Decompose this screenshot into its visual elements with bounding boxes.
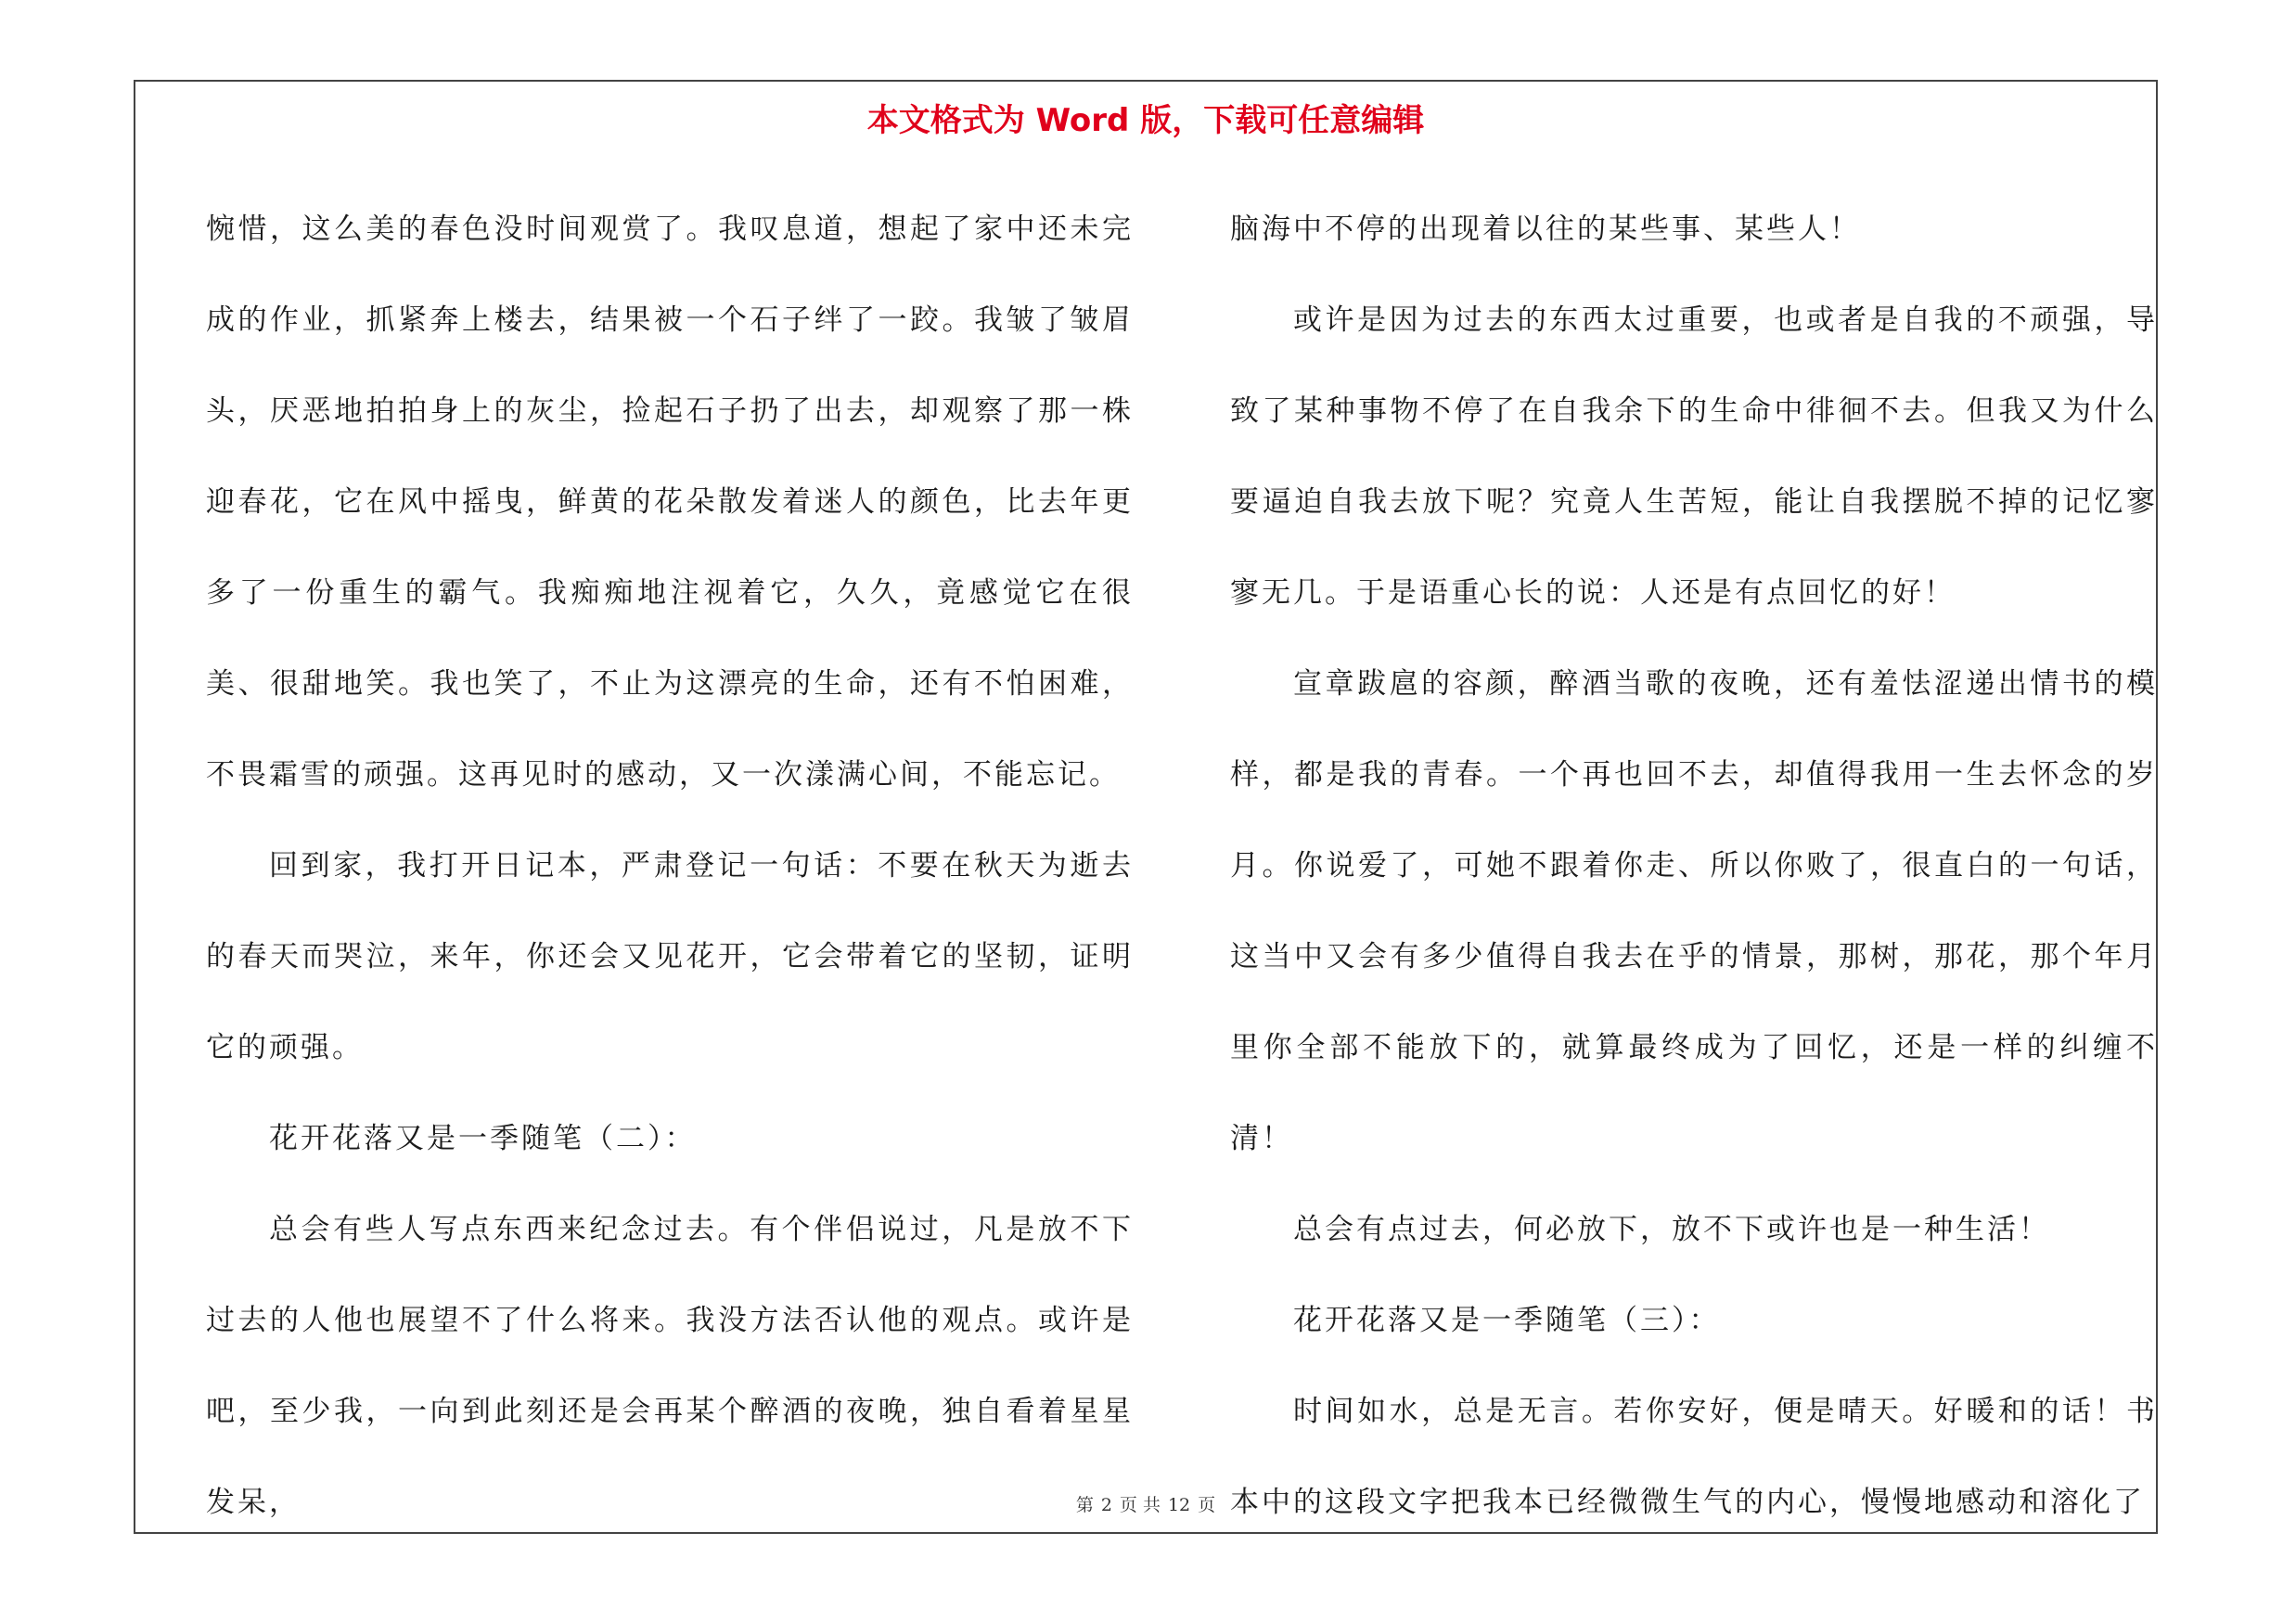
- section-heading: 花开花落又是一季随笔（二）：: [269, 1122, 697, 1155]
- footer-prefix: 第: [1075, 1495, 1094, 1515]
- document-page: [134, 80, 2158, 1534]
- right-text-column: [1230, 184, 2158, 1548]
- paragraph: 惋惜，这么美的春色没时间观赏了。我叹息道，想起了家中还未完成的作业，抓紧奔上楼去，结果被一个石子绊了一跤。我皱了皱眉头，厌恶地拍拍身上的灰尘，捡起石子扔了出去，却观察了那一株迎春花，它在风中摇曳，鲜黄的花朵散发着迷人的颜色，比去年更多了一份重生的霸气。我痴痴地注视着它，久久，竟感觉它在很美、很甜地笑。我也笑了，不止为这漂亮的生命，还有不怕困难，不畏霜雪的顽强。这再见时的感动，又一次漾满心间，不能忘记。: [206, 213, 1134, 792]
- section-heading: 花开花落又是一季随笔（三）：: [1293, 1304, 1721, 1337]
- paragraph: 回到家，我打开日记本，严肃登记一句话：不要在秋天为逝去的春天而哭泣，来年，你还会又见花开，它会带着它的坚韧，证明它的顽强。: [206, 849, 1134, 1064]
- total-page-count: 12: [1167, 1495, 1191, 1515]
- footer-middle: 页 共: [1119, 1495, 1161, 1515]
- left-text-column: [206, 184, 1134, 1548]
- paragraph: 总会有点过去，何必放下，放不下或许也是一种生活！: [1293, 1213, 2050, 1246]
- footer-suffix: 页: [1198, 1495, 1216, 1515]
- paragraph: 或许是因为过去的东西太过重要，也或者是自我的不顽强，导致了某种事物不停了在自我余下的生命中徘徊不去。但我又为什么要逼迫自我去放下呢？究竟人生苦短，能让自我摆脱不掉的记忆寥寥无几。于是语重心长的说：人还是有点回忆的好！: [1230, 303, 2158, 610]
- page-number-footer: [135, 1491, 2156, 1519]
- paragraph: 脑海中不停的出现着以往的某些事、某些人！: [1230, 213, 1861, 246]
- format-banner: 本文格式为 Word 版，下载可任意编辑: [866, 102, 1425, 139]
- paragraph: 时间如水，总是无言。若你安好，便是晴天。好暖和的话！书本中的这段文字把我本已经微微生气的内心，慢慢地感动和溶化了: [1230, 1395, 2158, 1519]
- paragraph: 宣章跋扈的容颜，醉酒当歌的夜晚，还有羞怯涩递出情书的模样，都是我的青春。一个再也回不去，却值得我用一生去怀念的岁月。你说爱了，可她不跟着你走、所以你败了，很直白的一句话，这当中又会有多少值得自我去在乎的情景，那树，那花，那个年月里你全部不能放下的，就算最终成为了回忆，还是一样的纠缠不清！: [1230, 667, 2158, 1155]
- paragraph: 总会有些人写点东西来纪念过去。有个伴侣说过，凡是放不下过去的人他也展望不了什么将来。我没方法否认他的观点。或许是吧，至少我，一向到此刻还是会再某个醉酒的夜晚，独自看着星星发呆，: [206, 1213, 1134, 1519]
- current-page-number: 2: [1100, 1495, 1112, 1515]
